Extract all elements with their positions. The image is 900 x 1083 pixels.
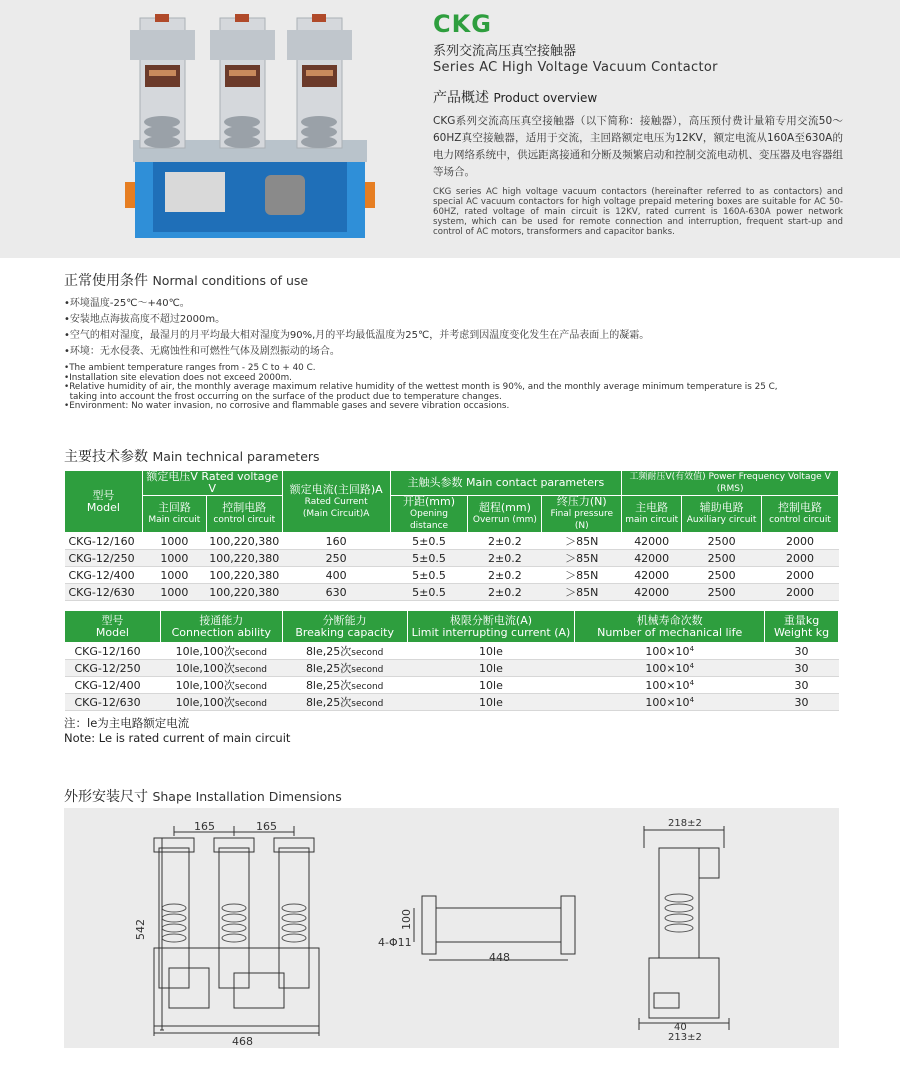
dim-542: 542 (134, 919, 147, 940)
title-block (433, 10, 843, 237)
tech-heading-en: Main technical parameters (152, 449, 320, 464)
th-cap-model: 型号 Model (65, 611, 161, 643)
th-main-contact: 主触头参数 Main contact parameters (390, 471, 622, 496)
english-title: Series AC High Voltage Vacuum Contactor (433, 60, 718, 75)
condition-item: taking into account the frost occurring on the surface of the product due to temperature changes. (64, 391, 502, 402)
dimension-drawings (64, 808, 839, 1048)
th-main-circuit: 主回路 Main circuit (142, 496, 206, 533)
brand-name: CKG (433, 10, 492, 38)
th-aux: 辅助电路 Auxiliary circuit (682, 496, 762, 533)
table-row: CKG-12/630 1000 100,220,380 630 5±0.5 2±0.2 ＞85N 42000 2500 2000 (65, 584, 839, 601)
th-opening: 开距(mm) Opening distance (390, 496, 468, 533)
overview-text-cn: CKG系列交流高压真空接触器（以下简称：接触器），高压预付费计量箱专用交流50～60HZ真空接触器，适用于交流，主回路额定电压为12KV，额定电流从160A至630A的电力网络系统中，供远距离接通和分断及频繁启动和控制交流电动机、变压器及电容器组等场合。 (433, 115, 843, 178)
dim-100: 100 (400, 909, 413, 930)
overview-text-en: CKG series AC high voltage vacuum contactors (hereinafter referred to as contactors) and special AC vacuum contactors for high voltage prepaid metering boxes are suitable for AC 50-60HZ, rated voltage of main circuit is 12KV, rated current is 160A-630A power network system, which can be used for remote connection and interruption, frequent start-up and control of AC motors, transformers and capacitor banks. (433, 187, 843, 237)
table-row: CKG-12/630 10le,100次second 8le,25次second 10le $100\times 10^4$ 30 (65, 694, 839, 711)
dimensions-heading-cn: 外形安装尺寸 (64, 789, 148, 805)
th-pf-control: 控制电路 control circuit (762, 496, 839, 533)
table-row: CKG-12/160 1000 100,220,380 160 5±0.5 2±0.2 ＞85N 42000 2500 2000 (65, 533, 839, 550)
condition-item: •The ambient temperature ranges from - 25 C to + 40 C. (64, 363, 316, 373)
dimensions-heading (64, 786, 342, 806)
th-life: 机械寿命次数 Number of mechanical life (575, 611, 765, 643)
th-rated-current: 额定电流(主回路)A Rated Current (Main Circuit)A (282, 471, 390, 533)
th-rated-voltage: 额定电压V Rated voltage V (142, 471, 282, 496)
front-view-drawing (154, 826, 319, 1036)
table-row: CKG-12/250 10le,100次second 8le,25次second 10le $100\times 10^4$ 30 (65, 660, 839, 677)
th-control-circuit: 控制电路 control circuit (206, 496, 282, 533)
tech-params-table (64, 470, 839, 601)
capacity-table (64, 610, 839, 711)
th-model: 型号 Model (65, 471, 143, 533)
th-overrun: 超程(mm) Overrun (mm) (468, 496, 542, 533)
th-final-pressure: 终压力(N) Final pressure (N) (542, 496, 622, 533)
note (64, 716, 290, 746)
dim-468: 468 (232, 1035, 253, 1048)
note-en: Note: Le is rated current of main circuit (64, 731, 291, 745)
dim-165-b: 165 (256, 820, 277, 833)
condition-item: •空气的相对湿度，最湿月的月平均最大相对湿度为90%,月的平均最低温度为25℃，并考虑到因温度变化发生在产品表面上的凝霜。 (64, 330, 650, 341)
chinese-title: 系列交流高压真空接触器 (433, 44, 577, 59)
dim-448: 448 (489, 951, 510, 964)
overview-heading (433, 87, 843, 107)
conditions-list-cn (64, 296, 864, 360)
conditions-heading-en: Normal conditions of use (152, 273, 309, 288)
conditions-heading-cn: 正常使用条件 (64, 273, 148, 289)
th-connection: 接通能力 Connection ability (160, 611, 282, 643)
side-view-drawing (639, 826, 729, 1030)
th-breaking: 分断能力 Breaking capacity (282, 611, 407, 643)
table-row: CKG-12/400 1000 100,220,380 400 5±0.5 2±0.2 ＞85N 42000 2500 2000 (65, 567, 839, 584)
dim-hole: 4-Φ11 (378, 936, 412, 949)
th-power-frequency: 工频耐压V(有效值) Power Frequency Voltage V (RMS) (622, 471, 839, 496)
dimensions-heading-en: Shape Installation Dimensions (152, 789, 342, 804)
condition-item: •环境：无水侵袭、无腐蚀性和可燃性气体及剧烈振动的场合。 (64, 346, 340, 357)
table-row: CKG-12/160 10le,100次second 8le,25次second 10le $100\times 10^4$ 30 (65, 643, 839, 660)
th-weight: 重量kg Weight kg (765, 611, 839, 643)
condition-item: •Environment: No water invasion, no corrosive and flammable gases and severe vibration occasions. (64, 401, 510, 412)
conditions-heading (64, 270, 308, 290)
overview-heading-en: Product overview (493, 91, 598, 105)
th-pf-main: 主电路 main circuit (622, 496, 682, 533)
conditions-list-en (64, 364, 864, 412)
tech-heading-cn: 主要技术参数 (64, 449, 148, 465)
th-limit: 极限分断电流(A) Limit interrupting current (A) (407, 611, 575, 643)
condition-item: •环境温度-25℃～+40℃。 (64, 298, 190, 309)
condition-item: •Installation site elevation does not exceed 2000m. (64, 372, 292, 383)
drawing-band (64, 808, 839, 1048)
condition-item: •Relative humidity of air, the monthly average maximum relative humidity of the wettest month is 90%, and the monthly average minimum temperature is 25 C, (64, 382, 778, 393)
contactor-product-photo (125, 10, 375, 245)
dim-40: 40 (674, 1022, 687, 1033)
tech-heading (64, 446, 320, 466)
dim-218: 218±2 (668, 818, 702, 829)
dim-165-a: 165 (194, 820, 215, 833)
overview-heading-cn: 产品概述 (433, 90, 489, 106)
note-cn: 注：le为主电路额定电流 (64, 716, 190, 730)
dim-213: 213±2 (668, 1032, 702, 1043)
condition-item: •安装地点海拔高度不超过2000m。 (64, 314, 226, 325)
table-row: CKG-12/400 10le,100次second 8le,25次second 10le $100\times 10^4$ 30 (65, 677, 839, 694)
table-row: CKG-12/250 1000 100,220,380 250 5±0.5 2±0.2 ＞85N 42000 2500 2000 (65, 550, 839, 567)
